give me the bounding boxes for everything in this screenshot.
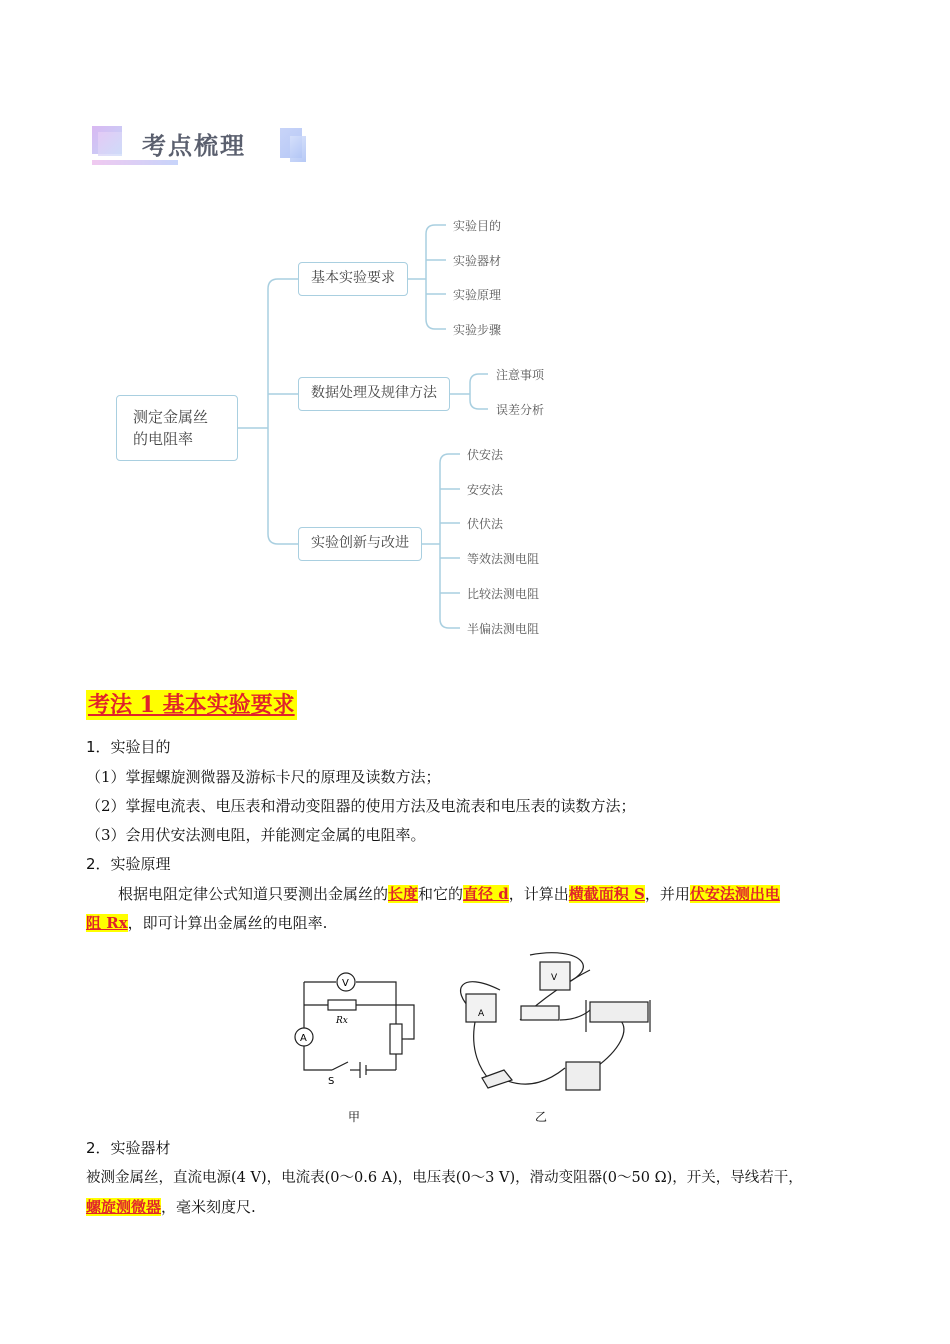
- principle-line-2: [86, 911, 327, 935]
- equipment-line-1: 被测金属丝，直流电源(4 V)，电流表(0～0.6 A)，电压表(0～3 V)，滑动变阻器(0～50 Ω)，开关，导线若干，: [86, 1170, 803, 1186]
- leaf-equipment: 实验器材: [453, 254, 502, 268]
- equipment-line-2: [86, 1195, 256, 1219]
- branch-data-processing: 数据处理及规律方法: [298, 377, 450, 411]
- root-line-1: 测定金属丝: [133, 408, 209, 426]
- apparatus-ammeter-label: A: [478, 1009, 485, 1019]
- leaf-half-deflection: 半偏法测电阻: [467, 622, 540, 636]
- highlight-length: 长度: [388, 885, 419, 903]
- leaf-principle: 实验原理: [453, 288, 502, 302]
- apparatus-voltmeter-label: V: [551, 973, 558, 983]
- ammeter-label: A: [300, 1033, 307, 1044]
- branch-innovation: 实验创新与改进: [298, 527, 422, 561]
- purpose-item-3: （3）会用伏安法测电阻，并能测定金属的电阻率。: [86, 826, 426, 844]
- leaf-voltmeter-voltmeter: 伏伏法: [467, 517, 504, 531]
- branch-basic-requirements: 基本实验要求: [298, 262, 408, 296]
- leaf-steps: 实验步骤: [453, 323, 502, 337]
- principle-text-b: 和它的: [418, 885, 464, 903]
- purpose-item-1: （1）掌握螺旋测微器及游标卡尺的原理及读数方法；: [86, 768, 441, 786]
- principle-text-c: ，计算出: [508, 885, 569, 903]
- purpose-title: 1．实验目的: [86, 738, 171, 756]
- highlight-voltammetry: 伏安法测出电: [689, 885, 780, 903]
- principle-text-d: ，并用: [644, 885, 690, 903]
- switch-label: S: [328, 1076, 335, 1087]
- highlight-diameter: 直径 d: [463, 885, 509, 903]
- leaf-error-analysis: 误差分析: [496, 403, 545, 417]
- equipment-text-b: ，毫米刻度尺.: [161, 1198, 256, 1216]
- leaf-purpose: 实验目的: [453, 219, 502, 233]
- figure-caption-left: 甲: [348, 1110, 361, 1124]
- leaf-precautions: 注意事项: [496, 368, 545, 382]
- banner-decoration-left-overlay: [98, 132, 122, 156]
- resistor-label: Rx: [336, 1016, 348, 1026]
- circuit-diagrams: [290, 950, 670, 1130]
- section-heading: 考法 1 基本实验要求: [88, 692, 295, 718]
- voltmeter-label: V: [342, 978, 349, 989]
- banner-underline: [92, 160, 178, 165]
- principle-title: 2．实验原理: [86, 855, 171, 873]
- root-line-2: 的电阻率: [133, 430, 194, 448]
- leaf-ammeter-ammeter: 安安法: [467, 483, 504, 497]
- leaf-comparison-method: 比较法测电阻: [467, 587, 540, 601]
- mind-map: [0, 200, 950, 650]
- highlight-micrometer: 螺旋测微器: [86, 1198, 162, 1216]
- highlight-resistance: 阻 Rx: [86, 914, 128, 932]
- banner-decoration-right-overlay: [290, 136, 306, 162]
- principle-text-a: 根据电阻定律公式知道只要测出金属丝的: [118, 885, 389, 903]
- circuit-schematic: [304, 982, 414, 1078]
- principle-text-e: ，即可计算出金属丝的电阻率.: [127, 914, 328, 932]
- banner-title: 考点梳理: [142, 132, 246, 160]
- principle-line-1: [118, 882, 780, 906]
- leaf-equivalent-method: 等效法测电阻: [467, 552, 540, 566]
- leaf-voltammeter-method: 伏安法: [467, 448, 504, 462]
- experiment-figure: [290, 950, 670, 1130]
- mind-map-root: [116, 395, 238, 461]
- section-banner: [92, 124, 312, 168]
- figure-caption-right: 乙: [535, 1110, 548, 1124]
- highlight-cross-section: 横截面积 S: [568, 885, 645, 903]
- equipment-title: 2．实验器材: [86, 1139, 171, 1157]
- purpose-item-2: （2）掌握电流表、电压表和滑动变阻器的使用方法及电流表和电压表的读数方法；: [86, 797, 636, 815]
